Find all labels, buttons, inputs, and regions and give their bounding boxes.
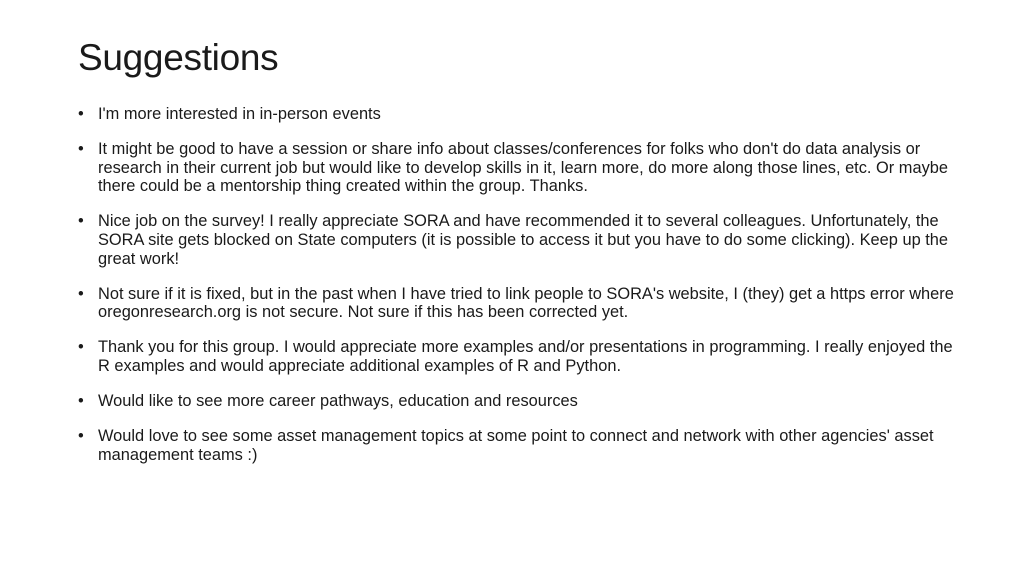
bullet-text: Not sure if it is fixed, but in the past when I have tried to link people to SORA's website, I (they) get a https error where oregonresearch.org is not secure. Not sure if this has been corrected yet.: [98, 284, 954, 322]
bullet-dot-icon: •: [78, 392, 84, 411]
bullet-dot-icon: •: [78, 140, 84, 159]
bullet-dot-icon: •: [78, 212, 84, 231]
bullet-dot-icon: •: [78, 427, 84, 446]
bullet-dot-icon: •: [78, 105, 84, 123]
slide-title: Suggestions: [78, 37, 279, 78]
bullet-dot-icon: •: [78, 338, 84, 357]
bullet-item-classes-conferences: [78, 140, 958, 196]
bullet-text: Would like to see more career pathways, education and resources: [98, 392, 578, 411]
bullet-item-in-person: [78, 105, 958, 124]
bullet-item-programming-examples: [78, 338, 958, 375]
bullet-text: Nice job on the survey! I really appreciate SORA and have recommended it to several colleagues. Unfortunately, the SORA site gets blocked on State computers (it is possible to access it but you have to do some clicking). Keep up the great work!: [98, 212, 949, 268]
bullet-item-https-error: [78, 285, 958, 322]
bullet-item-career-pathways: [78, 392, 958, 411]
bullet-item-survey-feedback: [78, 212, 958, 268]
bullet-text: Would love to see some asset management topics at some point to connect and network with other agencies' asset management teams :): [98, 427, 934, 464]
bullet-item-asset-management: [78, 427, 958, 464]
bullet-text: It might be good to have a session or share info about classes/conferences for folks who don't do data analysis or research in their current job but would like to develop skills in it, learn more, do more along those lines, etc. Or maybe there could be a mentorship thing created within the group. Thanks.: [98, 140, 948, 196]
bullet-list: [78, 105, 958, 481]
bullet-dot-icon: •: [78, 284, 84, 303]
bullet-text: I'm more interested in in-person events: [98, 105, 381, 123]
bullet-text: Thank you for this group. I would appreciate more examples and/or presentations in programming. I really enjoyed the R examples and would appreciate additional examples of R and Python.: [98, 338, 953, 375]
